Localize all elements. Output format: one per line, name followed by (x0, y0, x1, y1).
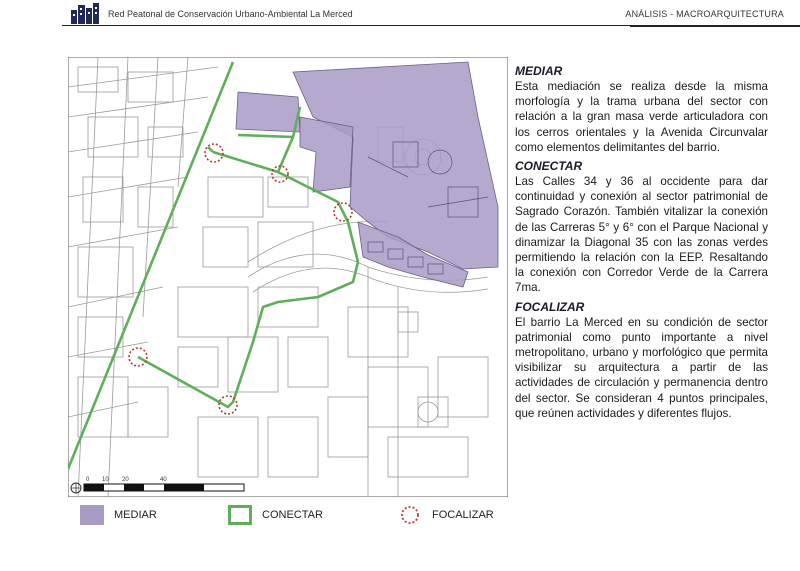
building-logo-icon (70, 2, 100, 24)
legend-conectar-label: CONECTAR (262, 509, 323, 521)
conectar-swatch (228, 505, 252, 525)
heading-mediar: MEDIAR (515, 64, 563, 78)
scale-bar (70, 474, 250, 496)
legend-mediar-label: MEDIAR (114, 509, 157, 521)
legend-focalizar-label: FOCALIZAR (432, 509, 494, 521)
analysis-text (515, 64, 768, 425)
header-divider-accent (630, 25, 800, 27)
section-label: ANÁLISIS - MACROARQUITECTURA (625, 9, 784, 19)
focalizar-swatch-icon (398, 505, 422, 525)
document-title: Red Peatonal de Conservación Urbano-Ambiental La Merced (108, 9, 353, 19)
heading-focalizar: FOCALIZAR (515, 299, 585, 314)
scale-label-10: 10 (102, 477, 109, 483)
paragraph-mediar: Esta mediación se realiza desde la misma morfología y la trama urbana del sector con relación a la gran masa verde articuladora con los cerros orientales y la Avenida Circunvalar como elementos delimitantes del barrio. (515, 80, 768, 154)
scale-label-40: 40 (160, 477, 167, 483)
scale-label-0: 0 (86, 477, 90, 483)
header (0, 0, 800, 28)
scale-label-20: 20 (122, 477, 129, 483)
heading-conectar: CONECTAR (515, 159, 583, 174)
urban-map (68, 57, 508, 497)
mediar-swatch (80, 505, 104, 525)
paragraph-focalizar: El barrio La Merced en su condición de sector patrimonial como punto importante a nivel metropolitano, urbano y morfológico que permita visibilizar su arquitectura a partir de las actividades de circulación y permanencia dentro del sector. Se consideran 4 puntos principales, que reúnen actividades y diferentes flujos. (515, 315, 768, 420)
paragraph-conectar: Las Calles 34 y 36 al occidente para dar continuidad y conexión al sector patrimonial de Sagrado Corazón. También vitalizar la conexión de las Carreras 5° y 6° con el Parque Nacional y dinamizar la Diagonal 35 con las zonas verdes permitiendo la relación con la EEP. Resaltando la conexión con Corredor Verde de la Carrera 7ma. (515, 175, 768, 295)
